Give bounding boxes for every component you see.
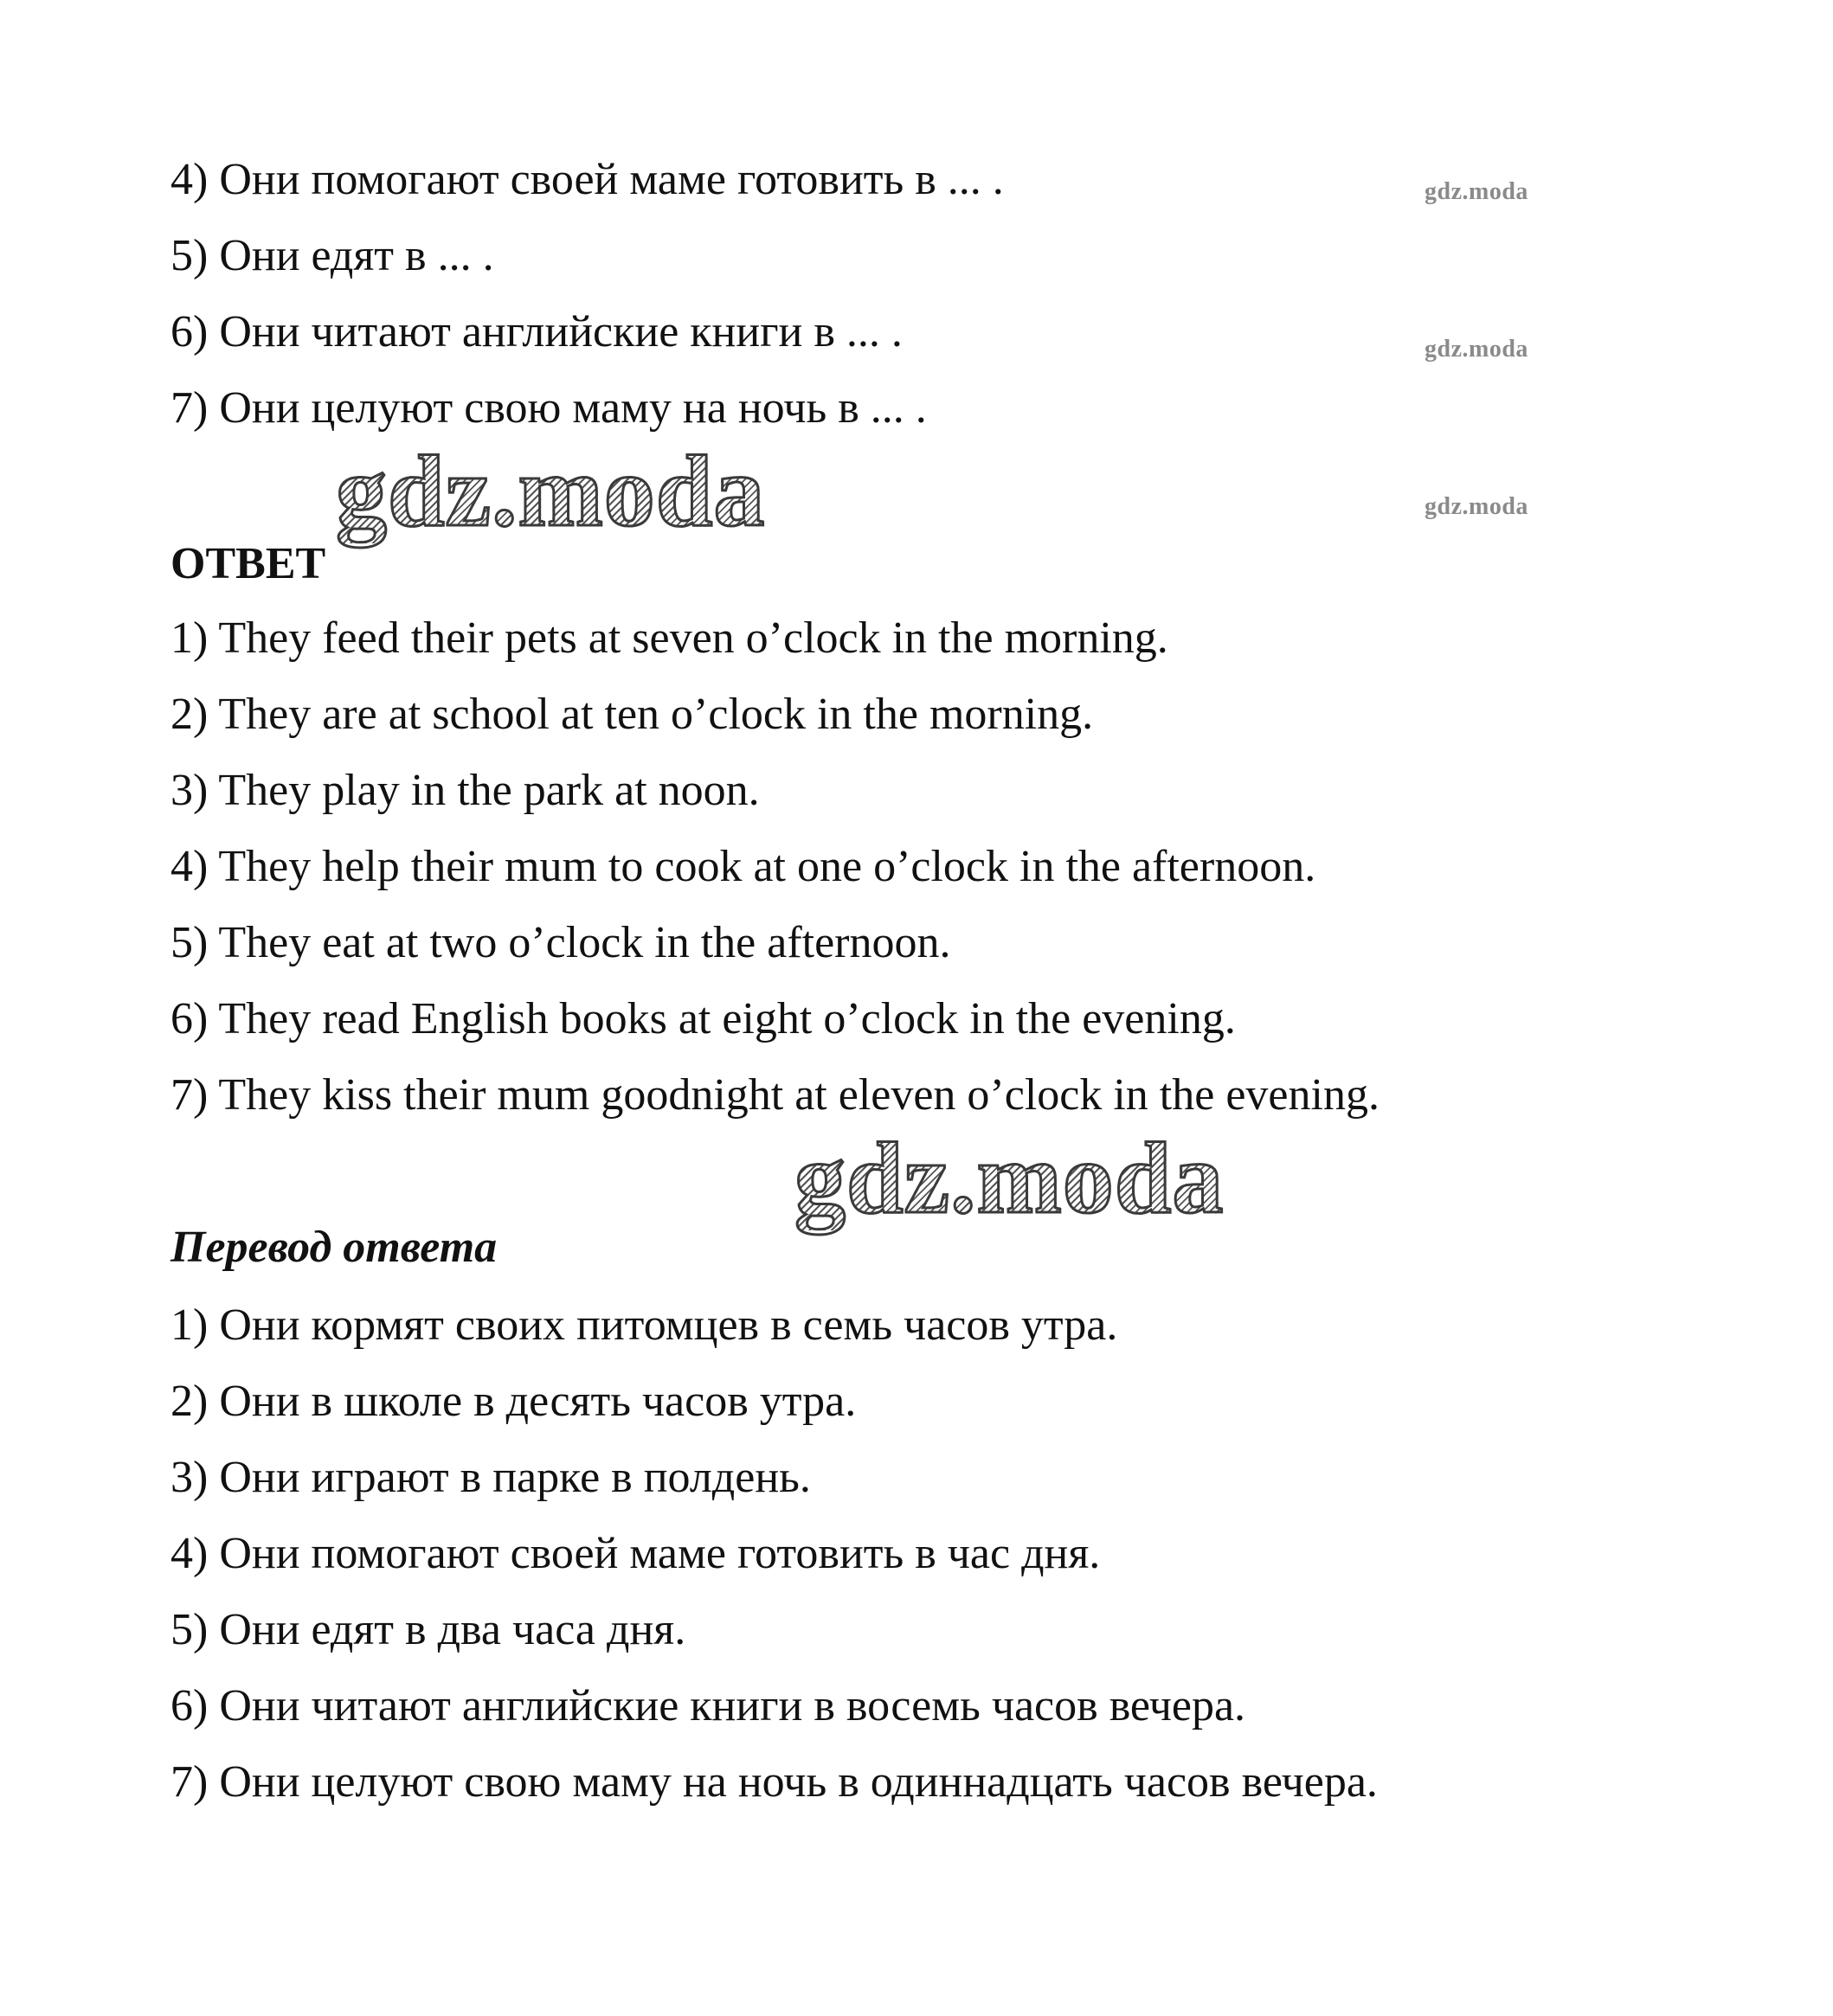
translation-line-2: 2) Они в школе в десять часов утра. — [170, 1377, 857, 1426]
answer-line-1: 1) They feed their pets at seven o’clock in the morning. — [170, 613, 1168, 663]
translation-heading: Перевод ответа — [170, 1223, 498, 1272]
watermark-small-2: gdz.moda — [1425, 336, 1528, 363]
translation-line-3: 3) Они играют в парке в полдень. — [170, 1453, 811, 1502]
exercise-line-4: 4) Они помогают своей маме готовить в ... . — [170, 155, 1004, 204]
answer-line-5: 5) They eat at two o’clock in the afternoon. — [170, 918, 951, 967]
exercise-line-7: 7) Они целуют свою маму на ночь в ... . — [170, 383, 927, 433]
exercise-line-5: 5) Они едят в ... . — [170, 231, 494, 280]
translation-line-4: 4) Они помогают своей маме готовить в час дня. — [170, 1529, 1101, 1578]
translation-line-5: 5) Они едят в два часа дня. — [170, 1605, 686, 1654]
answer-line-2: 2) They are at school at ten o’clock in the morning. — [170, 690, 1094, 739]
answer-heading: ОТВЕТ — [170, 539, 326, 588]
exercise-line-6: 6) Они читают английские книги в ... . — [170, 307, 903, 356]
answer-line-4: 4) They help their mum to cook at one o’clock in the afternoon. — [170, 842, 1316, 891]
watermark-large-2: gdz.moda — [794, 1121, 1225, 1235]
translation-line-6: 6) Они читают английские книги в восемь часов вечера. — [170, 1681, 1246, 1730]
watermark-large-1: gdz.moda — [336, 434, 766, 548]
answer-line-3: 3) They play in the park at noon. — [170, 766, 760, 815]
translation-line-7: 7) Они целуют свою маму на ночь в одиннадцать часов вечера. — [170, 1757, 1378, 1807]
translation-line-1: 1) Они кормят своих питомцев в семь часов утра. — [170, 1300, 1118, 1350]
answer-line-7: 7) They kiss their mum goodnight at eleven o’clock in the evening. — [170, 1070, 1380, 1120]
watermark-small-3: gdz.moda — [1425, 493, 1528, 520]
watermark-small-1: gdz.moda — [1425, 178, 1528, 205]
answer-line-6: 6) They read English books at eight o’clock in the evening. — [170, 994, 1236, 1043]
